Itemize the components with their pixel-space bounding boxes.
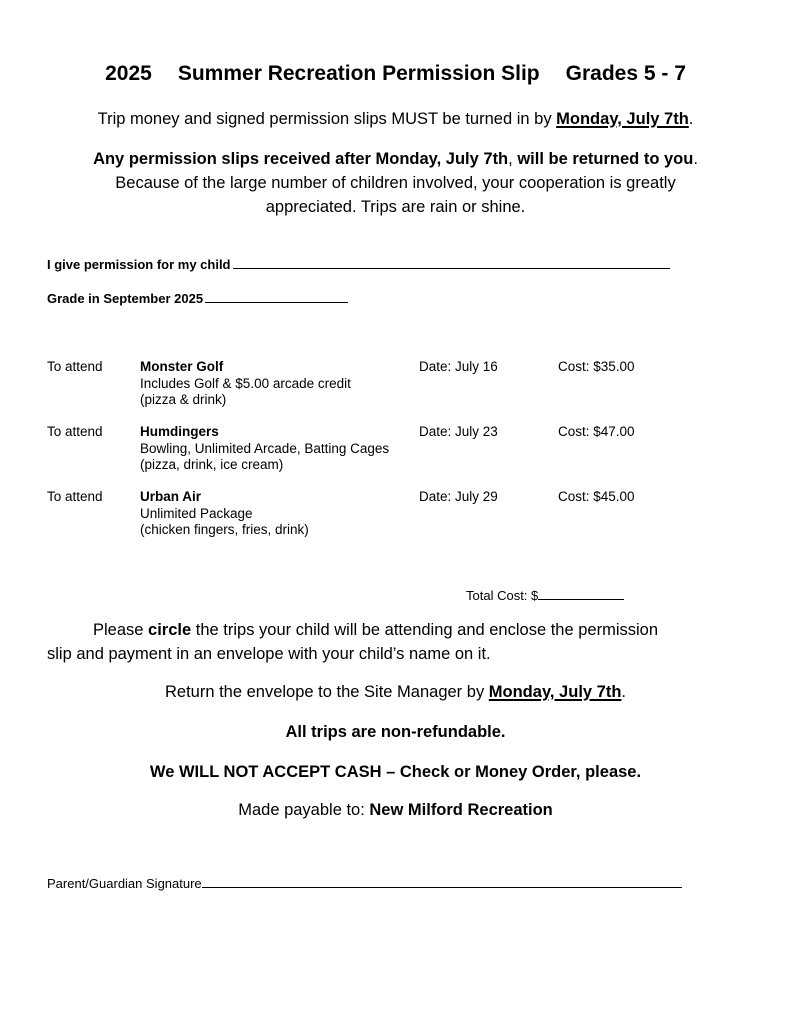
permission-label: I give permission for my child bbox=[47, 257, 231, 272]
circle-post: the trips your child will be attending and enclose the permission bbox=[191, 621, 659, 639]
trip-name: Urban Air bbox=[140, 489, 202, 504]
late-notice bbox=[0, 150, 791, 169]
cooperation-line: Because of the large number of children involved, your cooperation is greatly bbox=[115, 174, 676, 192]
trip-info bbox=[140, 489, 309, 539]
deadline-date: Monday, July 7th bbox=[556, 110, 689, 128]
trip-detail: Bowling, Unlimited Arcade, Batting Cages bbox=[140, 440, 390, 456]
total-cost-label: Total Cost: $ bbox=[466, 588, 539, 603]
circle-word: circle bbox=[148, 621, 192, 639]
late-notice-bold2: will be returned to you bbox=[517, 150, 694, 168]
deadline-period: . bbox=[688, 110, 694, 128]
signature-line[interactable] bbox=[202, 875, 682, 888]
return-instruction bbox=[0, 683, 791, 702]
return-date: Monday, July 7th bbox=[488, 683, 622, 701]
title-text: Summer Recreation Permission Slip bbox=[177, 62, 540, 85]
return-pre: Return the envelope to the Site Manager by bbox=[164, 683, 489, 701]
trip-detail: (chicken fingers, fries, drink) bbox=[140, 522, 309, 537]
trip-prefix: To attend bbox=[47, 489, 103, 504]
no-cash-notice: We WILL NOT ACCEPT CASH – Check or Money Order, please. bbox=[149, 763, 642, 781]
late-notice-period: . bbox=[693, 150, 698, 168]
rain-or-shine-line: appreciated. Trips are rain or shine. bbox=[265, 198, 526, 216]
trip-date: Date: July 16 bbox=[419, 359, 498, 374]
payable-line bbox=[0, 801, 791, 820]
trip-prefix: To attend bbox=[47, 359, 103, 374]
return-period: . bbox=[621, 683, 627, 701]
circle-instruction bbox=[93, 621, 658, 640]
trip-info bbox=[140, 424, 389, 474]
grade-field bbox=[47, 290, 348, 306]
trip-cost: Cost: $47.00 bbox=[558, 424, 635, 439]
trip-detail: (pizza, drink, ice cream) bbox=[140, 457, 284, 472]
payable-pre: Made payable to: bbox=[238, 801, 370, 819]
trip-info bbox=[140, 359, 351, 409]
late-notice-comma: , bbox=[508, 150, 518, 168]
deadline-text: Trip money and signed permission slips MUST be turned in by bbox=[97, 110, 557, 128]
nonrefundable-notice: All trips are non-refundable. bbox=[285, 723, 506, 741]
signature-field bbox=[47, 875, 682, 891]
child-name-line[interactable] bbox=[233, 256, 670, 269]
circle-instruction-line2: slip and payment in an envelope with your child’s name on it. bbox=[47, 645, 491, 663]
trip-prefix: To attend bbox=[47, 424, 103, 439]
trip-name: Humdingers bbox=[140, 424, 219, 439]
grade-label: Grade in September 2025 bbox=[47, 291, 204, 306]
trip-cost: Cost: $35.00 bbox=[558, 359, 635, 374]
trip-cost: Cost: $45.00 bbox=[558, 489, 635, 504]
late-notice-bold: Any permission slips received after Monday, July 7th bbox=[93, 150, 509, 168]
title-year: 2025 bbox=[105, 62, 152, 85]
trip-detail: Includes Golf & $5.00 arcade credit bbox=[140, 375, 351, 391]
payable-name: New Milford Recreation bbox=[369, 801, 553, 819]
trip-detail: Unlimited Package bbox=[140, 505, 253, 521]
total-cost-field bbox=[466, 587, 624, 603]
trip-date: Date: July 23 bbox=[419, 424, 498, 439]
trip-detail: (pizza & drink) bbox=[140, 392, 227, 407]
permission-field bbox=[47, 256, 670, 272]
deadline-notice bbox=[0, 110, 791, 129]
trip-date: Date: July 29 bbox=[419, 489, 498, 504]
trip-name: Monster Golf bbox=[140, 359, 224, 374]
signature-label: Parent/Guardian Signature bbox=[47, 876, 202, 891]
grade-line[interactable] bbox=[205, 290, 348, 303]
title-grades: Grades 5 - 7 bbox=[565, 62, 686, 85]
circle-pre: Please bbox=[93, 621, 149, 639]
page-title bbox=[0, 62, 791, 86]
total-cost-line[interactable] bbox=[538, 587, 624, 600]
